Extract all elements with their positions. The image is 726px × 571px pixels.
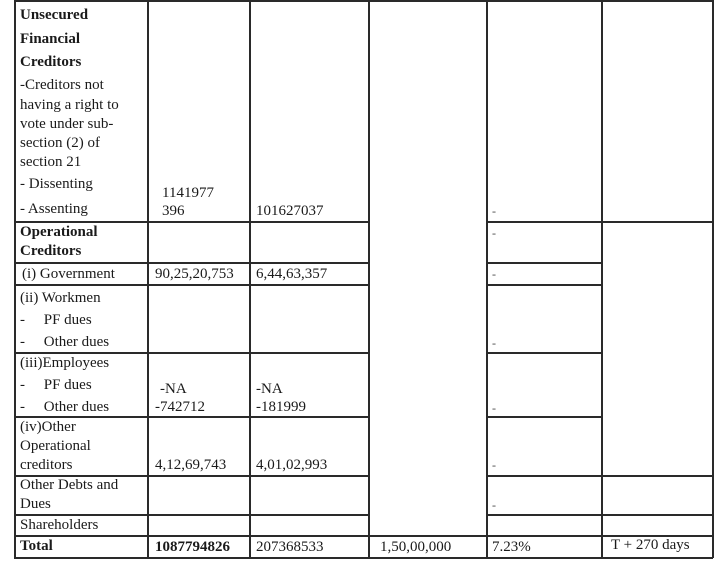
shareholders-label: Shareholders <box>20 517 99 533</box>
government-claim-received: 90,25,20,753 <box>155 266 234 282</box>
other-operational-claim-received: 4,12,69,743 <box>155 457 227 473</box>
unsecured-share-dash: - <box>492 204 496 218</box>
row-border-1b <box>486 221 713 223</box>
dissenting-label: - Dissenting <box>20 176 93 192</box>
unsecured-heading-1: Unsecured <box>20 7 89 23</box>
workmen-pf-dues: - PF dues <box>20 312 92 328</box>
total-third-column: 1,50,00,000 <box>380 539 452 555</box>
workmen-label: (ii) Workmen <box>20 290 101 306</box>
total-percentage: 7.23% <box>492 539 531 555</box>
employees-pf-dues: - PF dues <box>20 377 92 393</box>
unsecured-desc-1: -Creditors not <box>20 77 104 93</box>
assenting-label: - Assenting <box>20 201 88 217</box>
workmen-other-dues: - Other dues <box>20 334 110 350</box>
government-label: (i) Government <box>22 266 115 282</box>
unsecured-desc-4: section (2) of <box>20 135 100 151</box>
other-operational-label-2: Operational <box>20 438 91 454</box>
other-debts-share-dash: - <box>492 498 496 512</box>
other-debts-label-2: Dues <box>20 496 51 512</box>
operational-share-dash: - <box>492 226 496 240</box>
row-border-top <box>14 0 713 2</box>
total-timeline: T + 270 days <box>611 537 690 553</box>
employees-claim-received-other: -742712 <box>155 399 205 415</box>
unsecured-desc-3: vote under sub- <box>20 116 114 132</box>
unsecured-claim-admitted: 101627037 <box>256 203 324 219</box>
operational-heading-1: Operational <box>20 224 98 240</box>
employees-other-dues: - Other dues <box>20 399 110 415</box>
employees-claim-admitted-pf: -NA <box>256 381 283 397</box>
other-debts-label-1: Other Debts and <box>20 477 119 493</box>
government-share-dash: - <box>492 267 496 281</box>
row-border-5b <box>486 416 602 418</box>
row-border-2b <box>486 262 602 264</box>
row-border-3b <box>486 284 602 286</box>
other-operational-label-3: creditors <box>20 457 73 473</box>
row-border-7b <box>486 514 713 516</box>
total-label: Total <box>20 538 53 554</box>
unsecured-heading-3: Creditors <box>20 54 82 70</box>
employees-share-dash: - <box>492 401 496 415</box>
unsecured-heading-2: Financial <box>20 31 81 47</box>
workmen-share-dash: - <box>492 336 496 350</box>
other-operational-claim-admitted: 4,01,02,993 <box>256 457 328 473</box>
other-operational-label-1: (iv)Other <box>20 419 76 435</box>
other-operational-share-dash: - <box>492 458 496 472</box>
unsecured-desc-2: having a right to <box>20 97 119 113</box>
row-border-6b <box>486 475 713 477</box>
total-claim-received: 1087794826 <box>155 539 230 555</box>
unsecured-claim-received-1: 1141977 <box>162 185 214 201</box>
row-border-8 <box>14 535 713 537</box>
operational-heading-2: Creditors <box>20 243 82 259</box>
government-claim-admitted: 6,44,63,357 <box>256 266 328 282</box>
row-border-2a <box>14 262 369 264</box>
row-border-bottom <box>14 557 713 559</box>
employees-label: (iii)Employees <box>20 355 110 371</box>
row-border-3a <box>14 284 369 286</box>
employees-claim-admitted-other: -181999 <box>256 399 306 415</box>
unsecured-desc-5: section 21 <box>20 154 82 170</box>
employees-claim-received-pf: -NA <box>160 381 187 397</box>
unsecured-claim-received-2: 396 <box>162 203 185 219</box>
row-border-4b <box>486 352 602 354</box>
total-claim-admitted: 207368533 <box>256 539 324 555</box>
